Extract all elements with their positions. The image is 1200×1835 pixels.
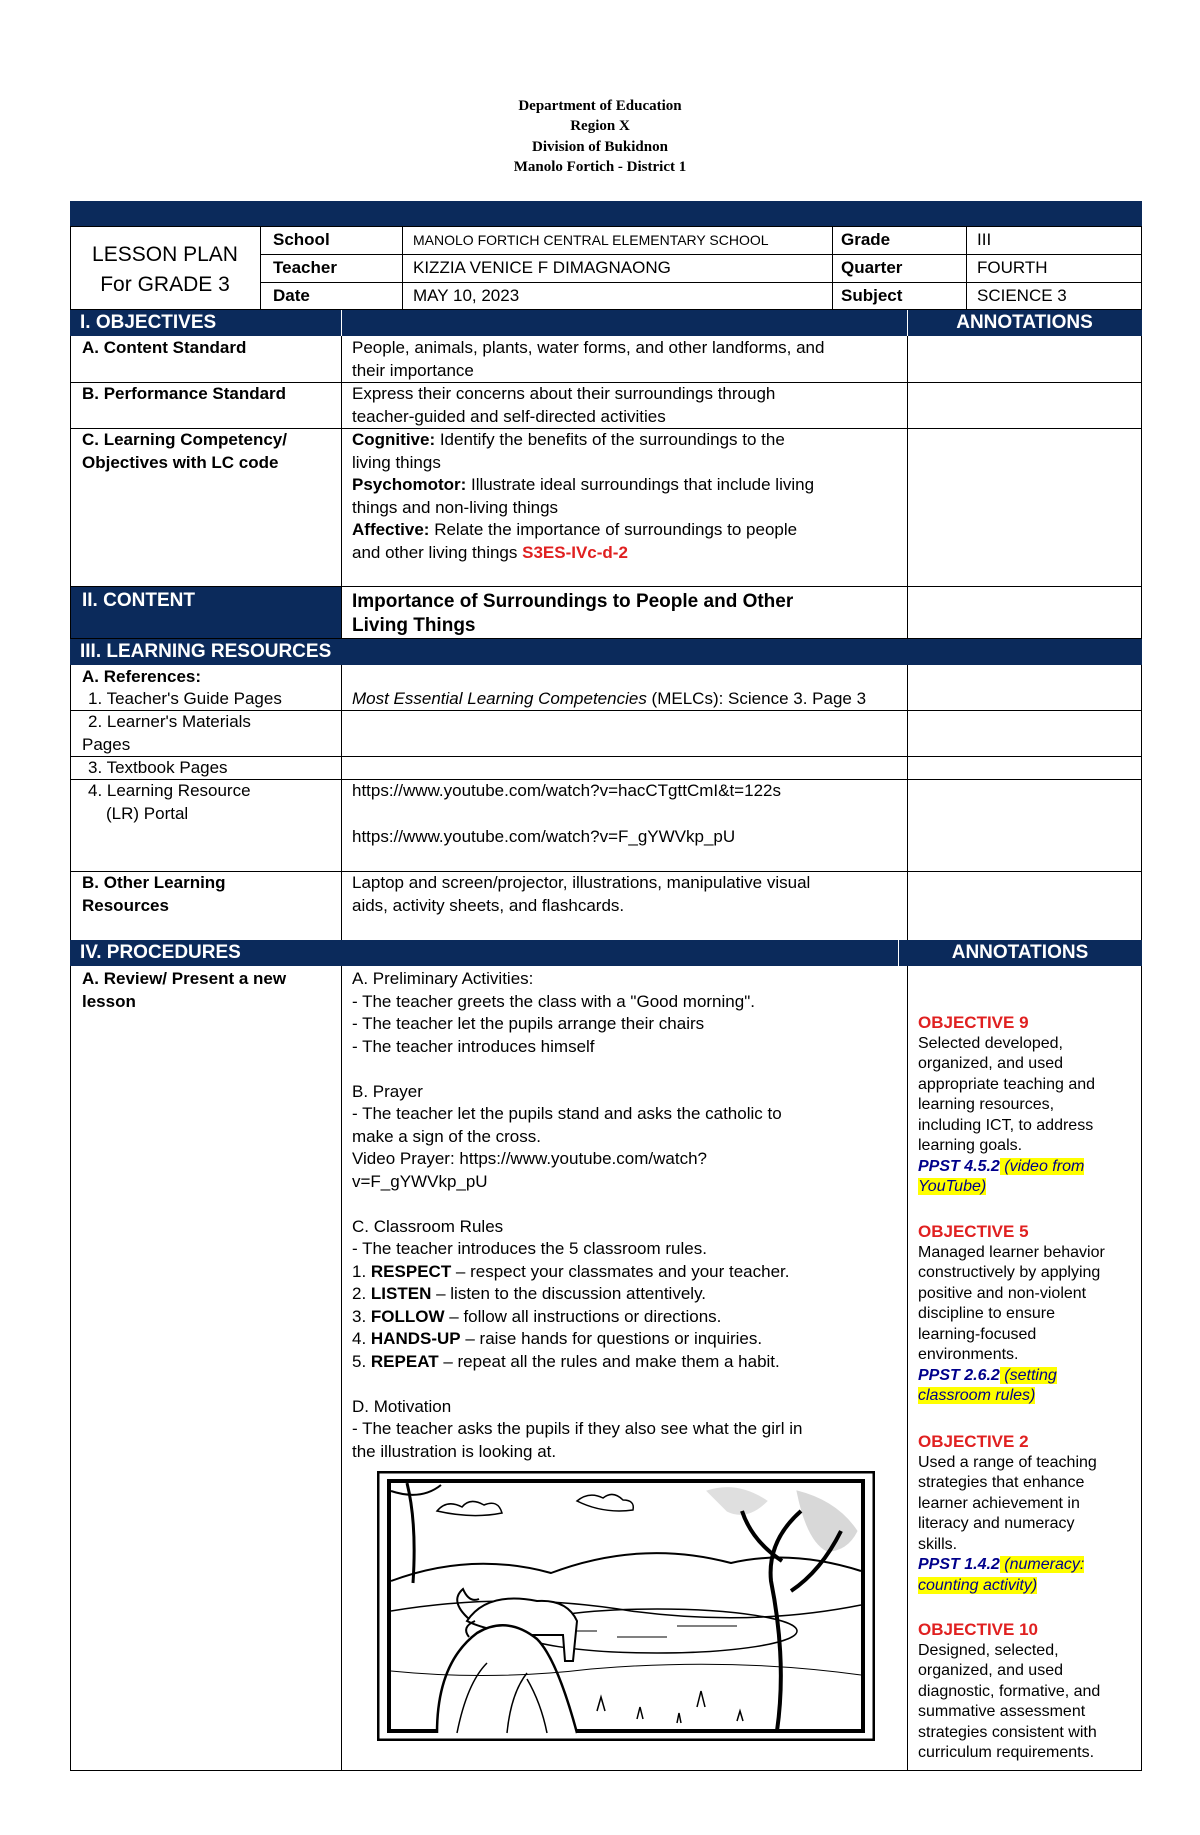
content-heading: II. CONTENT (82, 590, 195, 611)
teacher-label: Teacher (273, 258, 337, 277)
lesson-plan-title-line2: For GRADE 3 (100, 273, 230, 296)
lr-link-2[interactable]: https://www.youtube.com/watch?v=F_gYWVkp_pU (352, 827, 736, 846)
annotation-objective-10: OBJECTIVE 10 Designed, selected, organized, and used diagnostic, formative, and summative assessment strategies consistent with curriculum requirements. (918, 1620, 1101, 1761)
grade-value: III (977, 230, 992, 249)
review-label: A. Review/ Present a new lesson (82, 969, 287, 1011)
objective-10-title: OBJECTIVE 10 (918, 1620, 1038, 1639)
competency-value: Cognitive: Identify the benefits of the surroundings to the living things Psychomotor: Illustrate ideal surroundings that include living things and non-living things Affective: Relate the importance of surroundings to people and other living things S3ES-IVc-d-2 (352, 430, 815, 562)
subject-label: Subject (841, 286, 903, 305)
top-band (70, 201, 1142, 226)
procedures-text: A. Preliminary Activities: - The teacher greets the class with a "Good morning". - The teacher let the pupils arrange their chairs - The teacher introduces himself B. Prayer - The teacher let the pupils stand and asks the catholic to make a sign of the cross. Video Prayer: https://www.youtube.com/watch? v=F_gYWVkp_pU C. Classroom Rules - The teacher introduces the 5 classroom rules. 1. RESPECT – respect your classmates and your teacher. 2. LISTEN – listen to the discussion attentively. 3. FOLLOW – follow all instructions or directions. 4. HANDS-UP – raise hands for questions or inquiries. 5. REPEAT – repeat all the rules and make them a habit. D. Motivation - The teacher asks the pupils if they also see what the girl in the illustration is looking at. (352, 969, 803, 1461)
procedures-heading: IV. PROCEDURES (80, 942, 241, 963)
lr-link-1[interactable]: https://www.youtube.com/watch?v=hacCTgttCmI&t=122s (352, 781, 781, 800)
header-department: Department of Education (518, 98, 682, 114)
other-resources-label: B. Other Learning Resources (82, 873, 226, 915)
ppst-2-6-2: PPST 2.6.2 (918, 1366, 1000, 1384)
affective-label: Affective: (352, 520, 430, 539)
subject-value: SCIENCE 3 (977, 286, 1067, 305)
header-district: Manolo Fortich - District 1 (513, 159, 687, 175)
header-division: Division of Bukidnon (532, 139, 668, 155)
ppst-1-4-2: PPST 1.4.2 (918, 1556, 1000, 1573)
tg-value: Most Essential Learning Competencies (MELCs): Science 3. Page 3 (352, 689, 867, 708)
references-label: A. References: (82, 667, 202, 686)
lc-code: S3ES-IVc-d-2 (522, 542, 628, 562)
content-topic: Importance of Surroundings to People and Other Living Things (352, 591, 794, 636)
annotation-objective-2: OBJECTIVE 2 Used a range of teaching strategies that enhance learner achievement in literacy and numeracy skills. PPST 1.4.2 (numeracy: counting activity) (918, 1432, 1097, 1594)
quarter-label: Quarter (841, 258, 903, 277)
tg-label: 1. Teacher's Guide Pages (88, 689, 282, 708)
textbook-label: 3. Textbook Pages (88, 758, 228, 777)
lr-label: 4. Learning Resource (LR) Portal (88, 781, 251, 823)
content-standard-value: People, animals, plants, water forms, and other landforms, and their importance (352, 338, 825, 380)
ppst-4-5-2: PPST 4.5.2 (918, 1157, 1000, 1175)
annotations-heading-1: ANNOTATIONS (956, 312, 1093, 333)
date-value: MAY 10, 2023 (413, 286, 520, 305)
performance-standard-value: Express their concerns about their surroundings through teacher-guided and self-directed activities (352, 384, 776, 426)
content-standard-label: A. Content Standard (82, 338, 247, 357)
school-label: School (273, 230, 330, 249)
quarter-value: FOURTH (977, 258, 1048, 277)
objectives-heading: I. OBJECTIVES (80, 312, 217, 333)
header-region: Region X (570, 118, 630, 134)
school-value: MANOLO FORTICH CENTRAL ELEMENTARY SCHOOL (413, 232, 769, 248)
annotation-objective-5: OBJECTIVE 5 Managed learner behavior constructively by applying positive and non-violent discipline to ensure learning-focused environments. PPST 2.6.2 (setting classroom rules) (918, 1222, 1105, 1404)
competency-label: C. Learning Competency/ Objectives with LC code (82, 430, 287, 472)
annotation-objective-9: OBJECTIVE 9 Selected developed, organized, and used appropriate teaching and learning resources, including ICT, to address learning goals. PPST 4.5.2 (video from YouTube) (918, 1013, 1096, 1195)
annotations-heading-2: ANNOTATIONS (951, 942, 1089, 963)
other-resources-value: Laptop and screen/projector, illustrations, manipulative visual aids, activity sheets, and flashcards. (352, 873, 811, 915)
illustration-image (377, 1471, 875, 1741)
teacher-value: KIZZIA VENICE F DIMAGNAONG (413, 258, 671, 277)
lesson-plan-title-line1: LESSON PLAN (92, 243, 238, 266)
psychomotor-label: Psychomotor: (352, 475, 467, 494)
grade-label: Grade (841, 230, 891, 249)
cognitive-label: Cognitive: (352, 430, 436, 449)
objective-5-title: OBJECTIVE 5 (918, 1222, 1029, 1241)
objective-9-title: OBJECTIVE 9 (918, 1013, 1029, 1032)
objective-2-title: OBJECTIVE 2 (918, 1432, 1029, 1451)
performance-standard-label: B. Performance Standard (82, 384, 287, 403)
lesson-plan-title (70, 240, 260, 300)
lm-label: 2. Learner's Materials Pages (82, 712, 251, 754)
date-label: Date (273, 286, 310, 305)
resources-heading: III. LEARNING RESOURCES (80, 641, 332, 662)
